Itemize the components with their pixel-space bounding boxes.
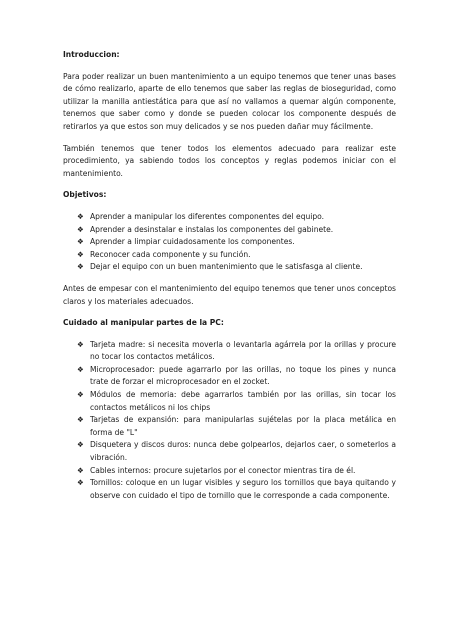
diamond-bullet-icon: ❖ bbox=[77, 465, 84, 475]
diamond-bullet-icon: ❖ bbox=[77, 415, 84, 425]
list-item bbox=[77, 224, 396, 237]
list-item-text: Microprocesador: puede agarrarlo por las orillas, no toque los pines y nunca trate de forzar el microprocesador en el zocket. bbox=[90, 364, 396, 387]
list-item bbox=[77, 364, 396, 389]
intro-paragraph-1: Para poder realizar un buen mantenimiento a un equipo tenemos que tener unas bases de cómo realizarlo, aparte de ello tenemos que saber las reglas de bioseguridad, como utilizar la manilla antiestática para que así no vallamos a quemar algún componente, tenemos que saber como y donde se pueden colocar los componente después de retirarlos ya que estos son muy delicados y se nos pueden dañar muy fácilmente. bbox=[63, 71, 396, 131]
diamond-bullet-icon: ❖ bbox=[77, 364, 84, 374]
list-item bbox=[77, 339, 396, 364]
list-item bbox=[77, 389, 396, 414]
list-item-text: Reconocer cada componente y su función. bbox=[90, 249, 251, 259]
diamond-bullet-icon: ❖ bbox=[77, 211, 84, 221]
objetivos-list bbox=[63, 211, 396, 274]
list-item bbox=[77, 477, 396, 502]
list-item-text: Tornillos: coloque en un lugar visibles y seguro los tornillos que baya quitando y observe con cuidado el tipo de tornillo que le corresponde a cada componente. bbox=[90, 478, 396, 500]
diamond-bullet-icon: ❖ bbox=[77, 339, 84, 349]
list-item bbox=[77, 211, 396, 224]
list-item bbox=[77, 249, 396, 262]
diamond-bullet-icon: ❖ bbox=[77, 440, 84, 450]
cuidado-heading: Cuidado al manipular partes de la PC: bbox=[63, 318, 224, 328]
list-item-text: Disquetera y discos duros: nunca debe golpearlos, dejarlos caer, o someterlos a vibración. bbox=[90, 440, 396, 463]
list-item-text: Tarjeta madre: si necesita moverla o levantarla agárrela por la orillas y procure no tocar los contactos metálicos. bbox=[90, 339, 396, 362]
intro-heading: Introduccion: bbox=[63, 50, 120, 59]
list-item-text: Tarjetas de expansión: para manipularlas sujételas por la placa metálica en forma de "L" bbox=[90, 415, 396, 437]
cuidado-list bbox=[63, 339, 396, 503]
list-item bbox=[77, 261, 396, 274]
list-item bbox=[77, 414, 396, 439]
list-item bbox=[77, 439, 396, 464]
intro-paragraph-2: También tenemos que tener todos los elementos adecuado para realizar este procedimiento, ya sabiendo todos los conceptos y reglas podemos iniciar con el mantenimiento. bbox=[63, 143, 396, 178]
list-item-text: Aprender a manipular los diferentes componentes del equipo. bbox=[90, 211, 325, 221]
list-item-text: Aprender a limpiar cuidadosamente los componentes. bbox=[90, 237, 295, 247]
objetivos-closing-paragraph: Antes de empesar con el mantenimiento del equipo tenemos que tener unos conceptos claros y los materiales adecuados. bbox=[63, 283, 396, 306]
list-item bbox=[77, 465, 396, 478]
list-item-text: Cables internos: procure sujetarlos por el conector mientras tira de él. bbox=[90, 465, 356, 475]
list-item-text: Dejar el equipo con un buen mantenimiento que le satisfasga al cliente. bbox=[90, 262, 363, 272]
diamond-bullet-icon: ❖ bbox=[77, 224, 84, 234]
objetivos-heading: Objetivos: bbox=[63, 190, 107, 200]
diamond-bullet-icon: ❖ bbox=[77, 478, 84, 488]
diamond-bullet-icon: ❖ bbox=[77, 249, 84, 259]
list-item-text: Módulos de memoria: debe agarrarlos también por las orillas, sin tocar los contactos metálicos ni los chips bbox=[90, 390, 396, 412]
list-item-text: Aprender a desinstalar e instalas los componentes del gabinete. bbox=[90, 224, 334, 234]
diamond-bullet-icon: ❖ bbox=[77, 262, 84, 272]
list-item bbox=[77, 236, 396, 249]
diamond-bullet-icon: ❖ bbox=[77, 390, 84, 400]
diamond-bullet-icon: ❖ bbox=[77, 237, 84, 247]
